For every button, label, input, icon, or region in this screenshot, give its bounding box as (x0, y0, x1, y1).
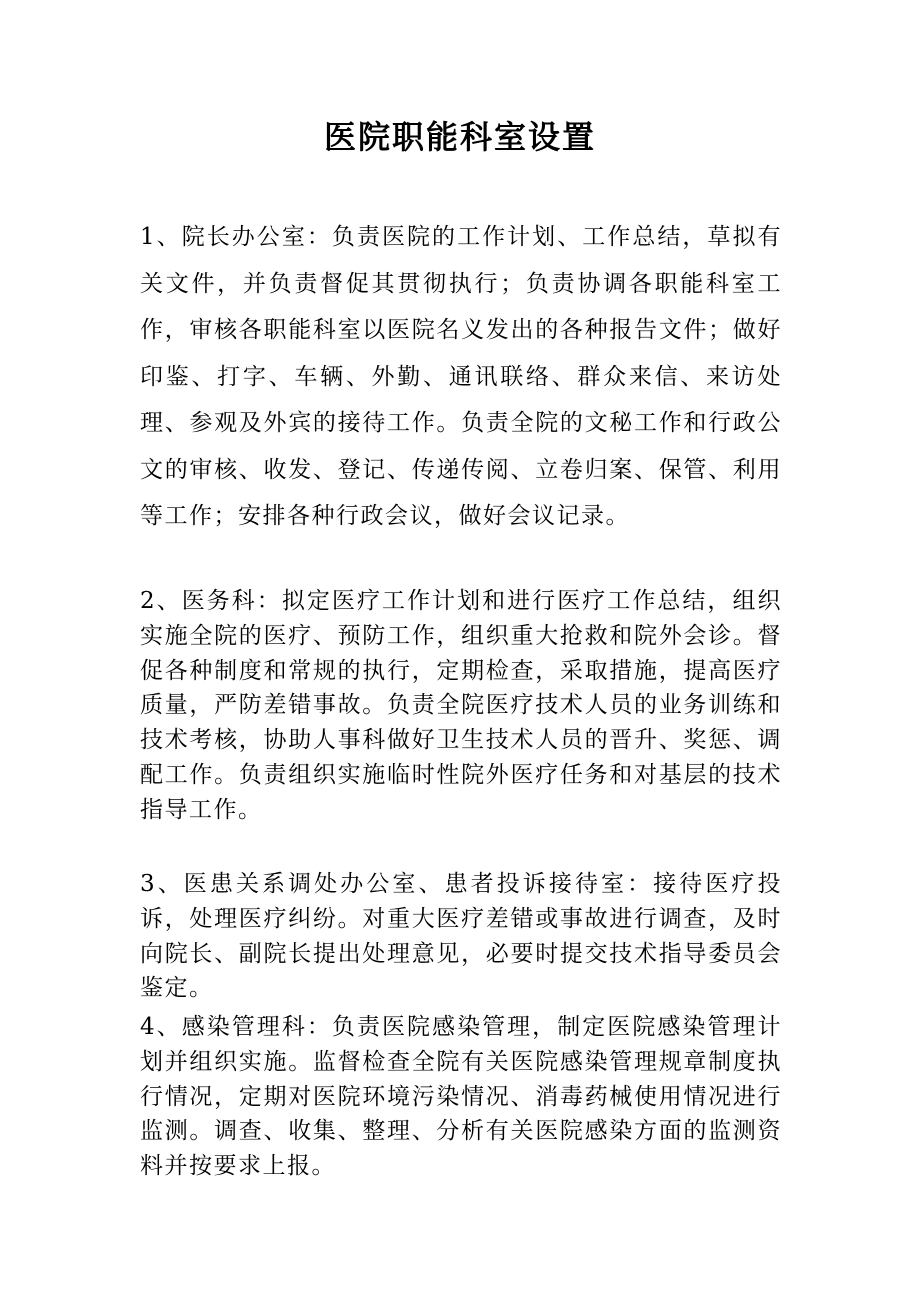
paragraph-infection-control: 4、感染管理科：负责医院感染管理，制定医院感染管理计划并组织实施。监督检查全院有关医院感染管理规章制度执行情况，定期对医院环境污染情况、消毒药械使用情况进行监测。调查、收集、整理、分析有关医院感染方面的监测资料并按要求上报。 (140, 1014, 782, 1180)
document-title: 医院职能科室设置 (323, 118, 596, 156)
paragraph-patient-relations: 3、医患关系调处办公室、患者投诉接待室：接待医疗投诉，处理医疗纠纷。对重大医疗差错或事故进行调查，及时向院长、副院长提出处理意见，必要时提交技术指导委员会鉴定。 (140, 871, 782, 1002)
paragraph-president-office: 1、院长办公室：负责医院的工作计划、工作总结，草拟有关文件，并负责督促其贯彻执行；负责协调各职能科室工作，审核各职能科室以医院名义发出的各种报告文件；做好印鉴、打字、车辆、外勤、通讯联络、群众来信、来访处理、参观及外宾的接待工作。负责全院的文秘工作和行政公文的审核、收发、登记、传递传阅、立卷归案、保管、利用等工作；安排各种行政会议，做好会议记录。 (140, 224, 782, 529)
paragraph-medical-affairs: 2、医务科：拟定医疗工作计划和进行医疗工作总结，组织实施全院的医疗、预防工作，组织重大抢救和院外会诊。督促各种制度和常规的执行，定期检查，采取措施，提高医疗质量，严防差错事故。负责全院医疗技术人员的业务训练和技术考核，协助人事科做好卫生技术人员的晋升、奖惩、调配工作。负责组织实施临时性院外医疗任务和对基层的技术指导工作。 (140, 588, 782, 823)
